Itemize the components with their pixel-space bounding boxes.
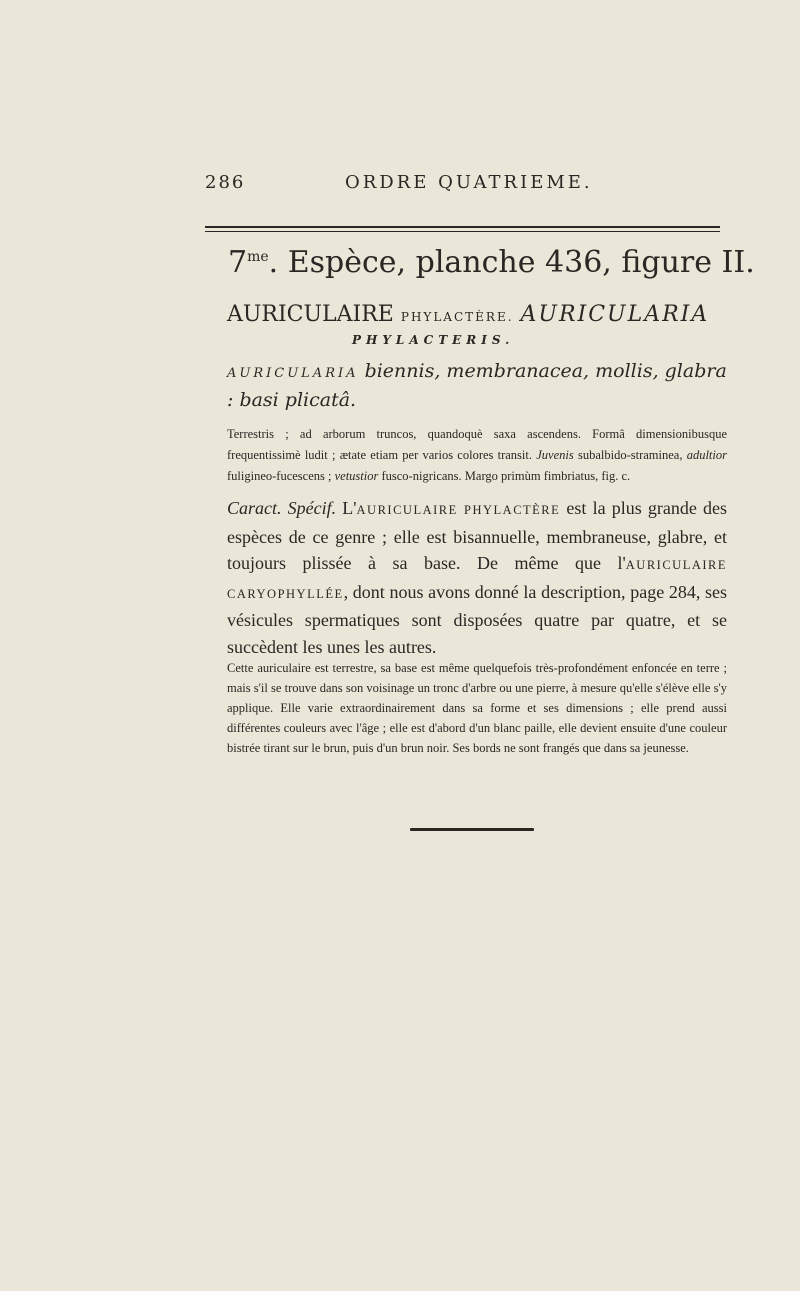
latin-desc-part: Terrestris ; ad arborum truncos, quandoquè saxa ascendens. Formâ dimensionibusque frequentissimè ludit ; ætate etiam per varios colores transit. bbox=[227, 427, 727, 462]
end-rule bbox=[410, 828, 534, 831]
french-name: AURICULAIRE bbox=[227, 302, 394, 327]
species-title-rest: . Espèce, planche 436, figure II. bbox=[268, 245, 755, 280]
page-number: 286 bbox=[205, 172, 246, 193]
species-name-smallcaps: AURICULAIRE PHYLACTÈRE bbox=[356, 503, 561, 517]
latin-desc-part: subalbido-straminea, bbox=[573, 448, 687, 462]
latin-desc-part: fusco-nigricans. Margo primùm fimbriatus, fig. c. bbox=[378, 469, 631, 483]
latin-desc-vetustior: vetustior bbox=[334, 469, 379, 483]
diagnosis-text: biennis, membranacea, mollis, glabra : basi plicatâ. bbox=[227, 360, 727, 411]
french-epithet: PHYLACTÈRE. bbox=[400, 310, 514, 324]
diagnosis-genus: AURICULARIA bbox=[227, 366, 359, 381]
french-description bbox=[227, 495, 727, 660]
species-name-smallcaps: AURICULAIRE CARYOPHYLLÉE bbox=[227, 558, 727, 601]
french-main-part: , dont nous avons donné la description, page 284, ses vésicules spermatiques sont disposées quatre par quatre, et se succèdent les unes les autres. bbox=[227, 581, 727, 657]
latin-epithet: PHYLACTERIS. bbox=[352, 333, 515, 347]
running-head: ORDRE QUATRIEME. bbox=[345, 172, 593, 193]
french-main-part: L' bbox=[336, 498, 357, 518]
french-main-part: est la plus grande des espèces de ce genre ; elle est bisannuelle, membraneuse, glabre, et toujours plissée à sa base. De même que l' bbox=[227, 498, 727, 573]
latin-genus: AURICULARIA bbox=[520, 302, 710, 327]
genus-line bbox=[227, 302, 709, 327]
species-ordinal: 7 bbox=[228, 245, 248, 280]
latin-desc-juvenis: Juvenis bbox=[536, 448, 574, 462]
latin-desc-part: fuligineo-fucescens ; bbox=[227, 469, 335, 483]
caract-specif: Caract. Spécif. bbox=[227, 498, 337, 518]
french-note: Cette auriculaire est terrestre, sa base est même quelquefois très-profondément enfoncée en terre ; mais s'il se trouve dans son voisinage un tronc d'arbre ou une pierre, à mesure qu'elle s'élève elle s'y applique. Elle varie extraordinairement dans sa forme et ses dimensions ; elle prend aussi différentes couleurs avec l'âge ; elle est d'abord d'un blanc paille, elle devient ensuite d'une couleur bistrée tirant sur le brun, puis d'un brun noir. Ses bords ne sont frangés que dans sa jeunesse. bbox=[227, 661, 727, 755]
header-rule bbox=[205, 226, 720, 232]
species-title bbox=[228, 245, 755, 280]
latin-desc-adultior: adultior bbox=[686, 448, 727, 462]
species-ordinal-sup: me bbox=[247, 249, 269, 265]
latin-diagnosis bbox=[227, 358, 727, 413]
latin-description bbox=[227, 424, 727, 487]
